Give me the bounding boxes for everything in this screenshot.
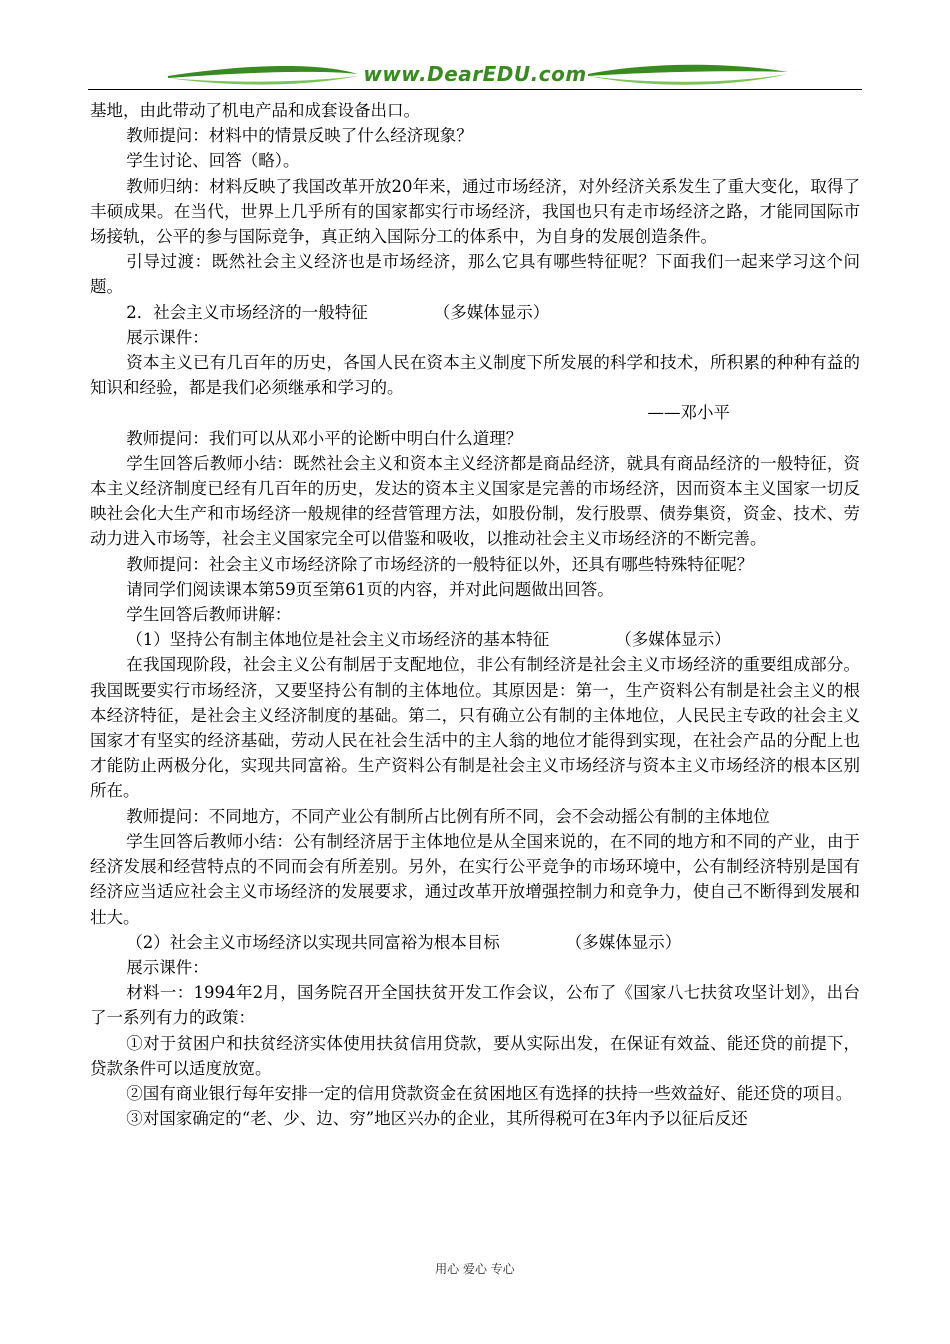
quote: 资本主义已有几百年的历史，各国人民在资本主义制度下所发展的科学和技术，所积累的种种有益的知识和经验，都是我们必须继承和学习的。	[90, 353, 860, 398]
heading-title: 2．社会主义市场经济的一般特征	[126, 302, 368, 322]
heading-title: （2）社会主义市场经济以实现共同富裕为根本目标	[126, 932, 500, 952]
heading-tag: （多媒体显示）	[433, 302, 550, 322]
paragraph: 教师提问：社会主义市场经济除了市场经济的一般特征以外，还具有哪些特殊特征呢？	[126, 554, 754, 574]
list-item: ②国有商业银行每年安排一定的信用贷款资金在贫困地区有选择的扶持一些效益好、能还贷的项目。	[126, 1083, 853, 1103]
heading-tag: （多媒体显示）	[565, 932, 682, 952]
heading-title: （1）坚持公有制主体地位是社会主义市场经济的基本特征	[126, 630, 550, 650]
paragraph: 学生回答后教师小结：既然社会主义和资本主义经济都是商品经济，就具有商品经济的一般特征，资本主义经济制度已经有几百年的历史，发达的资本主义国家是完善的市场经济，因而资本主义国家一切反映社会化大生产和市场经济一般规律的经营管理方法，如股份制，发行股票、债券集资，资金、技术、劳动力进入市场等，社会主义国家完全可以借鉴和吸收，以推动社会主义市场经济的不断完善。	[90, 453, 860, 549]
paragraph: 请同学们阅读课本第59页至第61页的内容，并对此问题做出回答。	[126, 579, 614, 599]
paragraph: 基地，由此带动了机电产品和成套设备出口。	[90, 101, 420, 120]
page-footer: 用心 爱心 专心	[435, 1262, 515, 1276]
page-header	[88, 58, 862, 90]
paragraph: 材料一：1994年2月，国务院召开全国扶贫开发工作会议，公布了《国家八七扶贫攻坚计划》，出台了一系列有力的政策：	[90, 983, 860, 1028]
site-logo-text: www.DearEDU.com	[363, 62, 587, 86]
quote-author: ——邓小平	[647, 403, 730, 423]
paragraph: 学生讨论、回答（略）。	[126, 151, 300, 171]
paragraph: 在我国现阶段，社会主义公有制居于支配地位，非公有制经济是社会主义市场经济的重要组成部分。我国既要实行市场经济，又要坚持公有制的主体地位。其原因是：第一，生产资料公有制是社会主义的根本经济特征，是社会主义经济制度的基础。第二，只有确立公有制的主体地位，人民民主专政的社会主义国家才有坚实的经济基础，劳动人民在社会生活中的主人翁的地位才能得到实现，在社会产品的分配上也才能防止两极分化，实现共同富裕。生产资料公有制是社会主义市场经济与资本主义市场经济的根本区别所在。	[90, 655, 860, 801]
heading-tag: （多媒体显示）	[615, 630, 731, 650]
paragraph: 教师提问：材料中的情景反映了什么经济现象？	[126, 126, 473, 146]
list-item: ①对于贫困户和扶贫经济实体使用扶贫信用贷款，要从实际出发，在保证有效益、能还贷的前提下，贷款条件可以适度放宽。	[90, 1033, 860, 1078]
section-heading-3a	[90, 627, 860, 652]
paragraph: 学生回答后教师小结：公有制经济居于主体地位是从全国来说的，在不同的地方和不同的产业，由于经济发展和经营特点的不同而会有所差别。另外，在实行公平竞争的市场环境中，公有制经济特别是国有经济应当适应社会主义市场经济的发展要求，通过改革开放增强控制力和竞争力，使自己不断得到发展和壮大。	[90, 831, 860, 927]
section-heading-3b	[90, 930, 860, 955]
paragraph: 教师提问：我们可以从邓小平的论断中明白什么道理？	[126, 428, 523, 448]
header-rule	[88, 89, 862, 90]
document-body	[90, 98, 860, 1131]
paragraph: 教师归纳：材料反映了我国改革开放20年来，通过市场经济，对外经济关系发生了重大变化，取得了丰硕成果。在当代，世界上几乎所有的国家都实行市场经济，我国也只有走市场经济之路，才能同国际市场接轨，公平的参与国际竞争，真正纳入国际分工的体系中，为自身的发展创造条件。	[90, 176, 860, 247]
list-item: ③对国家确定的“老、少、边、穷”地区兴办的企业，其所得税可在3年内予以征后反还	[126, 1109, 748, 1129]
paragraph: 学生回答后教师讲解：	[126, 605, 292, 625]
paragraph: 教师提问：不同地方，不同产业公有制所占比例有所不同，会不会动摇公有制的主体地位	[126, 806, 770, 826]
paragraph: 展示课件：	[126, 327, 209, 347]
paragraph: 展示课件：	[126, 957, 209, 977]
paragraph: 引导过渡：既然社会主义经济也是市场经济，那么它具有哪些特征呢？下面我们一起来学习这个问题。	[90, 252, 860, 297]
section-heading-2	[90, 300, 860, 325]
